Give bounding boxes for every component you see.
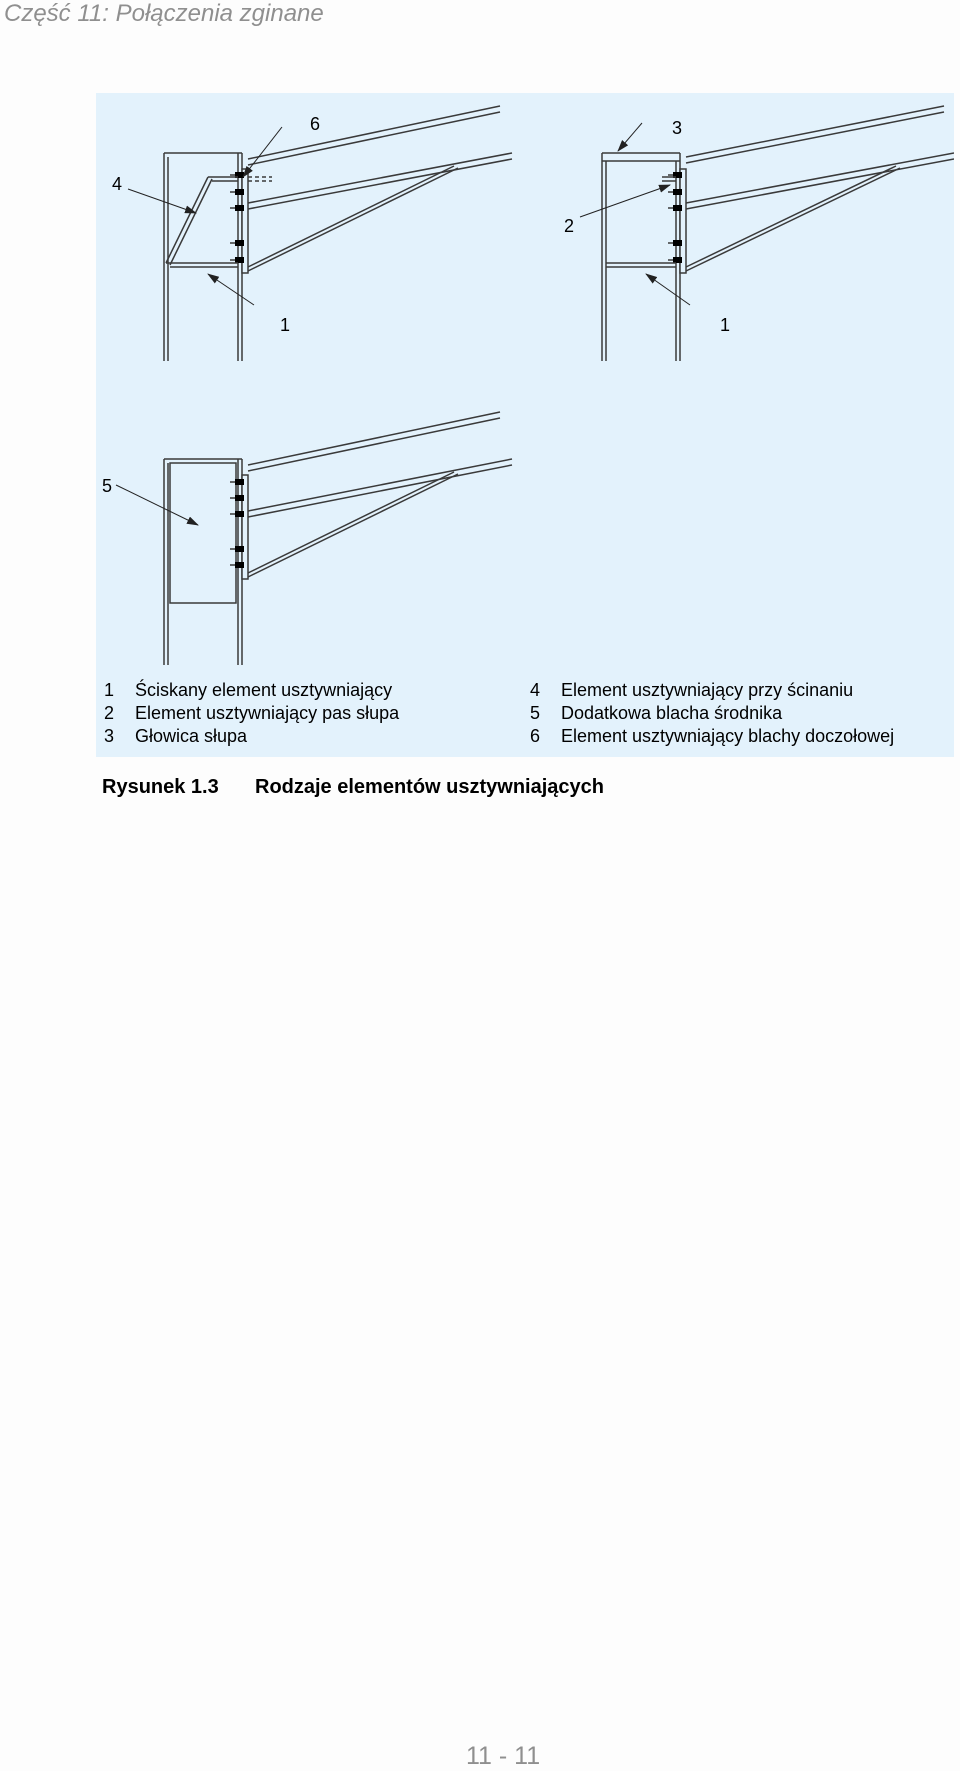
figure-number: Rysunek 1.3 [102, 776, 219, 798]
legend-item: 2 Element usztywniający pas słupa [104, 703, 400, 723]
callout-4: 4 [112, 174, 123, 194]
callout-1: 1 [280, 315, 291, 335]
running-header: Część 11: Połączenia zginane [4, 0, 324, 27]
legend-item: 4 Element usztywniający przy ścinaniu [530, 680, 854, 700]
page-number: 11 - 11 [466, 1742, 541, 1770]
legend-right [530, 679, 950, 748]
stiffener-drawing [96, 93, 954, 757]
callout-2: 2 [564, 216, 575, 236]
detail-2-column-flange-stiffener-and-cap [602, 106, 954, 361]
legend-left [104, 679, 504, 748]
detail-3-supplementary-web-plate [164, 412, 512, 665]
detail-1-compression-and-shear-stiffener [164, 106, 512, 361]
legend-item: 6 Element usztywniający blachy doczołowej [530, 726, 895, 746]
legend-item: 5 Dodatkowa blacha środnika [530, 703, 783, 723]
legend-item: 1 Ściskany element usztywniający [104, 680, 393, 700]
callout-5: 5 [102, 476, 113, 496]
figure-panel [96, 93, 954, 757]
legend-item: 3 Głowica słupa [104, 726, 248, 746]
callout-3: 3 [672, 118, 683, 138]
figure-title: Rodzaje elementów usztywniających [255, 776, 604, 798]
callout-1b: 1 [720, 315, 731, 335]
callout-6: 6 [310, 114, 321, 134]
